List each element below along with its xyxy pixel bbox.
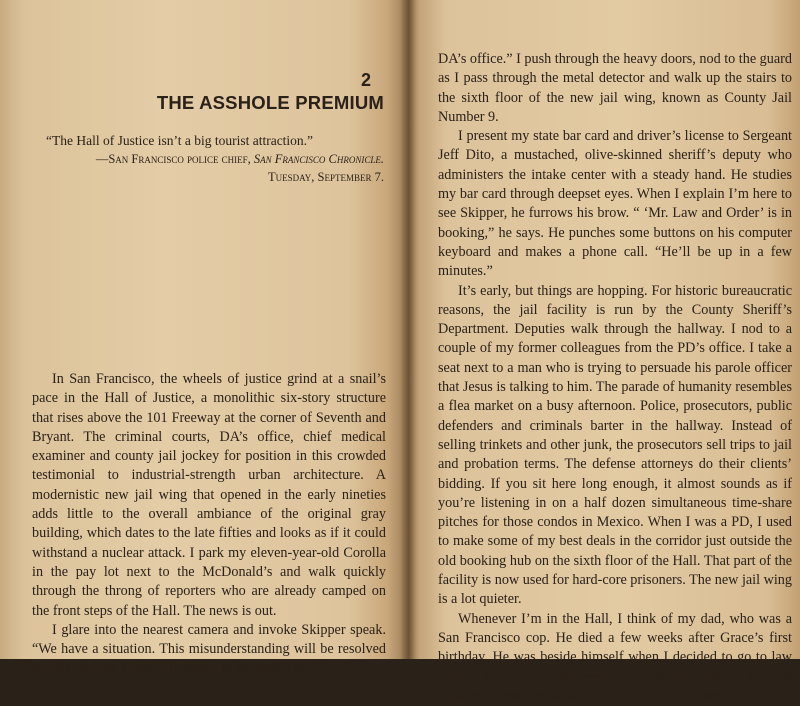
left-page bbox=[0, 0, 408, 677]
epigraph-date: Tuesday, September 7. bbox=[267, 170, 384, 184]
left-body-text bbox=[32, 370, 386, 679]
book-gutter-shadow bbox=[400, 0, 416, 659]
epigraph-attribution bbox=[32, 150, 384, 168]
right-paragraph-1: I present my state bar card and driver’s license to Sergeant Jeff Dito, a mustached, olive-skinned sheriff’s deputy who administers the intake center with a steady hand. He studies my bar card through deepset eyes. When I explain I’m here to see Skipper, he furrows his brow. “ ‘Mr. Law and Order’ is in booking,” he says. He punches some buttons on his computer keyboard and makes a phone call. “He’ll be up in a few minutes.” bbox=[438, 128, 792, 280]
chapter-title: THE ASSHOLE PREMIUM bbox=[156, 92, 384, 113]
left-paragraph-2: I glare into the nearest camera and invoke Skipper speak. “We have a situation. This misunderstanding will be resolved shortly and Mr. Gates will return to his duties at the bbox=[32, 621, 386, 677]
epigraph-source: San Francisco Chronicle. bbox=[253, 152, 384, 166]
epigraph-attribution-prefix: —San Francisco police chief, bbox=[95, 152, 254, 166]
epigraph bbox=[32, 132, 384, 186]
chapter-number: 2 bbox=[360, 70, 372, 90]
right-paragraph-2: It’s early, but things are hopping. For historic bureaucratic reasons, the jail facility is run by the County Sheriff’s Department. Deputies walk through the hallway. I nod to a couple of my former colleagues from the PD’s office. I take a seat next to a man who is trying to persuade his parole officer that Jesus is talking to him. The parade of humanity resembles a flea market on a busy afternoon. Police, prosecutors, public defenders and criminals barter in the hallway. Instead of selling trinkets and other junk, the prosecutors sell trips to jail and probation terms. The defense attorneys do their clients’ bidding. If you sit here long enough, it almost sounds as if you’re listening in on a half dozen simultaneous time-share pitches for those condos in Mexico. When I was a PD, I used to make some of my best deals in the corridor just outside the old booking hub on the sixth floor of the Hall. That part of the facility is now used for hard-core prisoners. The new jail wing is a lot quieter. bbox=[438, 282, 792, 608]
right-continuation-paragraph: DA’s office.” I push through the heavy doors, nod to the guard as I pass through the metal detector and walk up the stairs to the sixth floor of the new jail wing, known as County Jail Number 9. bbox=[438, 51, 792, 125]
right-paragraph-3: Whenever I’m in the Hall, I think of my dad, who was a San Francisco cop. He died a few weeks after Grace’s first birthday. He was beside himself when I decided to go to law school. He detested lawyers—even the prosecutors. He was appalled when I became a PD. He took it as a personal bbox=[438, 610, 792, 704]
left-paragraph-1: In San Francisco, the wheels of justice grind at a snail’s pace in the Hall of Justice, a monolithic six-story structure that rises above the 101 Freeway at the corner of Seventh and Bryant. The criminal courts, DA’s office, chief medical examiner and county jail jockey for position in this crowded testimonial to industrial-strength urban architecture. A modernistic new jail wing that opened in the early nineties adds little to the overall ambiance of the original gray building, which dates to the late fifties and looks as if it could withstand a nuclear attack. I park my eleven-year-old Corolla in the pay lot next to the McDonald’s and walk quickly through the throng of reporters who are already camped on the front steps of the Hall. The news is out. bbox=[32, 371, 386, 619]
right-body-text bbox=[438, 50, 792, 706]
right-page bbox=[408, 0, 800, 704]
epigraph-quote: “The Hall of Justice isn’t a big tourist attraction.” bbox=[46, 133, 314, 148]
